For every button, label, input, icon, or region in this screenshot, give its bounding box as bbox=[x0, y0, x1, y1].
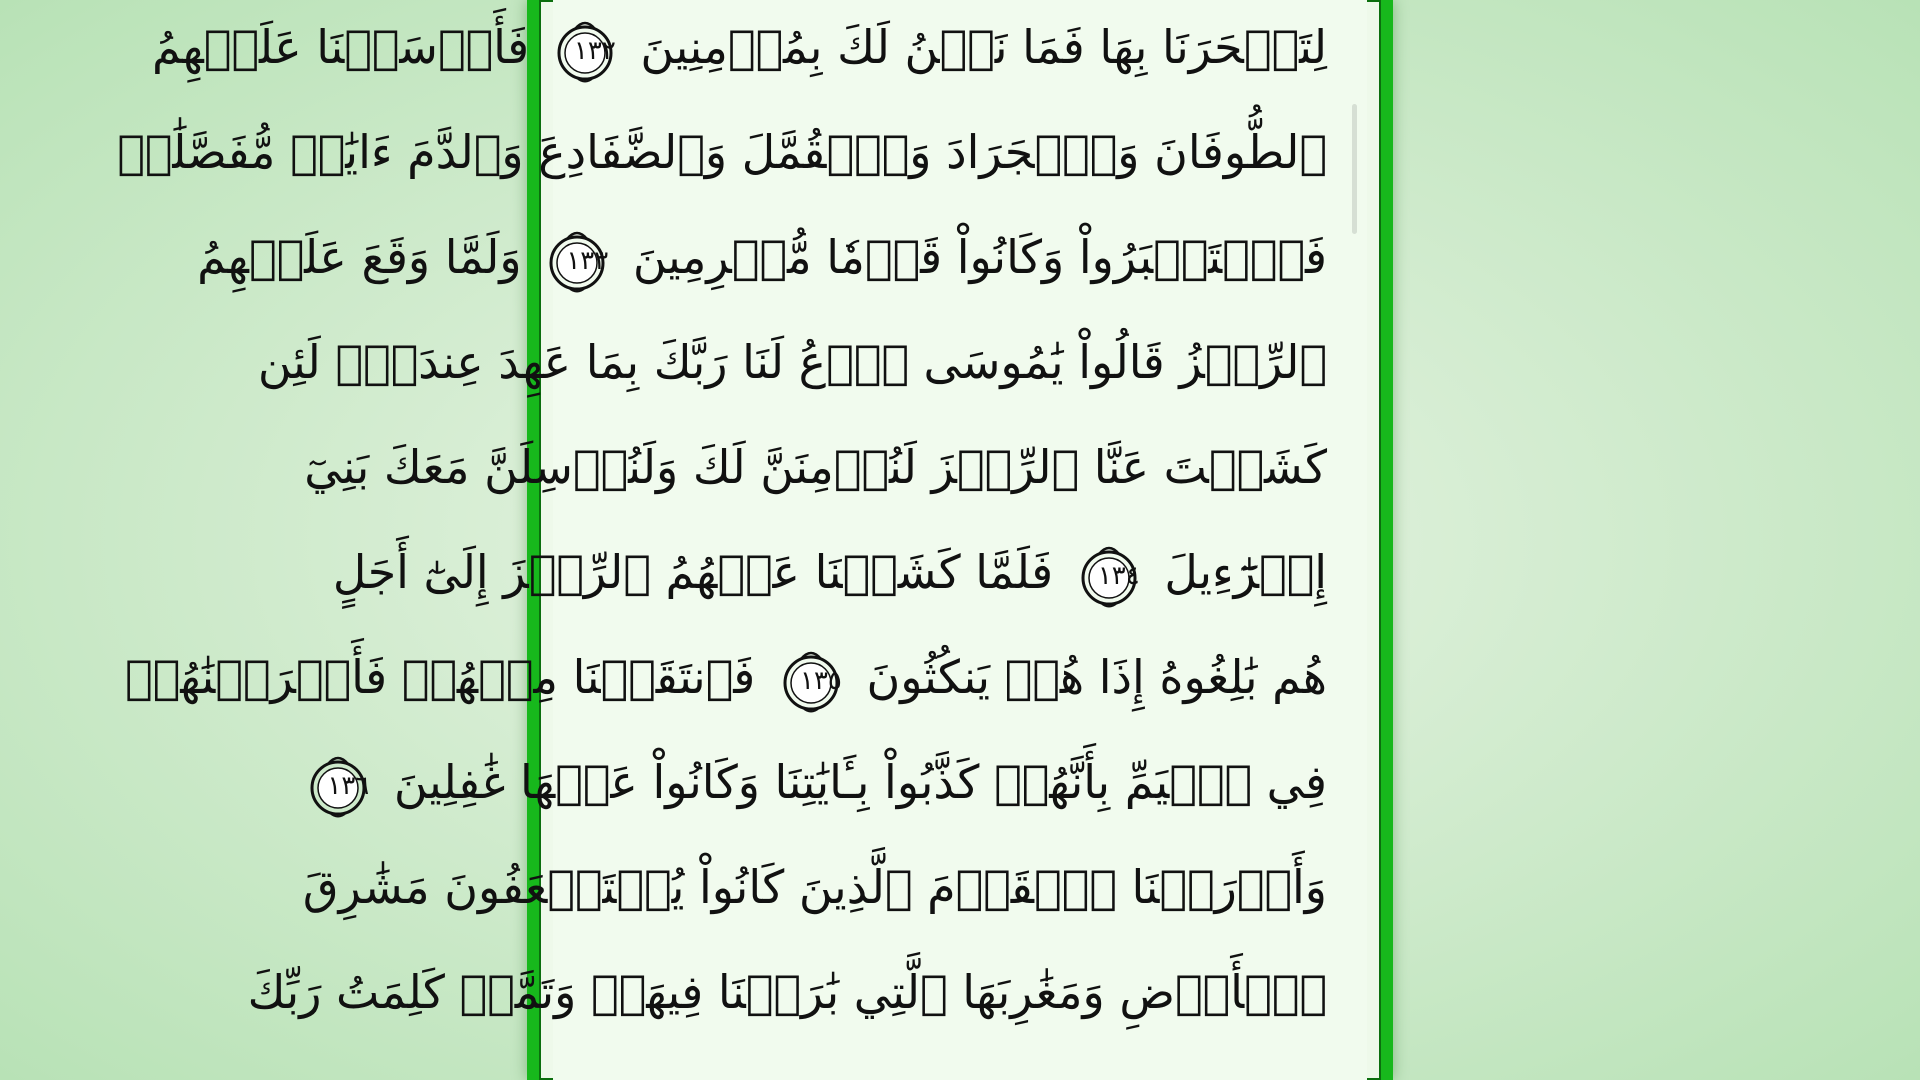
ayah-end-marker bbox=[1078, 542, 1140, 610]
verse-text: فَٱنتَقَمۡنَا مِنۡهُمۡ فَأَغۡرَقۡنَٰهُمۡ bbox=[125, 650, 756, 704]
verse-text: وَلَمَّا وَقَعَ عَلَيۡهِمُ bbox=[197, 230, 522, 284]
verse-line bbox=[327, 735, 1327, 840]
ayah-number: ١٣٥ bbox=[799, 666, 842, 696]
verse-line bbox=[151, 0, 1327, 105]
verse-text: فِي ٱلۡيَمِّ بِأَنَّهُمۡ كَذَّبُواْ بِـَٔايَٰتِنَا وَكَانُواْ عَنۡهَا غَٰفِلِينَ bbox=[393, 755, 1327, 809]
verse-line bbox=[332, 525, 1327, 630]
ayah-end-marker bbox=[546, 227, 608, 295]
verse-line bbox=[197, 210, 1327, 315]
ayah-number: ١٣٦ bbox=[327, 771, 370, 801]
verse-line bbox=[247, 945, 1327, 1050]
ayah-number: ١٣٢ bbox=[573, 36, 616, 66]
mushaf-page bbox=[117, 0, 1393, 1080]
verse-text: ٱلرِّجۡزُ قَالُواْ يَٰمُوسَى ٱدۡعُ لَنَا رَبَّكَ بِمَا عَهِدَ عِندَكَۖ لَئِن bbox=[257, 335, 1327, 389]
verse-text: هُم بَٰلِغُوهُ إِذَا هُمۡ يَنكُثُونَ bbox=[866, 650, 1327, 704]
verse-line bbox=[302, 840, 1327, 945]
scrollbar-thumb[interactable] bbox=[1352, 104, 1357, 234]
ayah-end-marker bbox=[554, 17, 616, 85]
verse-line bbox=[125, 630, 1327, 735]
ayah-number: ١٣٣ bbox=[566, 246, 609, 276]
verse-line bbox=[117, 105, 1327, 210]
verse-text: إِسۡرَٰٓءِيلَ bbox=[1164, 545, 1327, 599]
verse-text: فَٱسۡتَكۡبَرُواْ وَكَانُواْ قَوۡمٗا مُّجۡرِمِينَ bbox=[632, 230, 1327, 284]
verse-text: فَلَمَّا كَشَفۡنَا عَنۡهُمُ ٱلرِّجۡزَ إِلَىٰٓ أَجَلٍ bbox=[332, 545, 1054, 599]
verse-lines bbox=[117, 0, 1327, 1050]
ayah-end-marker bbox=[780, 647, 842, 715]
verse-text: وَأَوۡرَثۡنَا ٱلۡقَوۡمَ ٱلَّذِينَ كَانُواْ يُسۡتَضۡعَفُونَ مَشَٰرِقَ bbox=[302, 860, 1327, 914]
verse-text: ٱلطُّوفَانَ وَٱلۡجَرَادَ وَٱلۡقُمَّلَ وَٱلضَّفَادِعَ وَٱلدَّمَ ءَايَٰتٖ مُّفَصَّلَٰتٖ bbox=[117, 125, 1327, 179]
verse-line bbox=[257, 315, 1327, 420]
verse-text: كَشَفۡتَ عَنَّا ٱلرِّجۡزَ لَنُؤۡمِنَنَّ لَكَ وَلَنُرۡسِلَنَّ مَعَكَ بَنِيٓ bbox=[304, 440, 1327, 494]
verse-text: فَأَرۡسَلۡنَا عَلَيۡهِمُ bbox=[151, 20, 530, 74]
verse-text: لِتَسۡحَرَنَا بِهَا فَمَا نَحۡنُ لَكَ بِمُؤۡمِنِينَ bbox=[640, 20, 1327, 74]
ayah-end-marker bbox=[307, 752, 369, 820]
verse-line bbox=[304, 420, 1327, 525]
verse-text: ٱلۡأَرۡضِ وَمَغَٰرِبَهَا ٱلَّتِي بَٰرَكۡنَا فِيهَاۖ وَتَمَّتۡ كَلِمَتُ رَبِّكَ bbox=[247, 965, 1327, 1019]
page-content bbox=[117, 0, 1367, 1080]
ayah-number: ١٣٤ bbox=[1097, 561, 1140, 591]
